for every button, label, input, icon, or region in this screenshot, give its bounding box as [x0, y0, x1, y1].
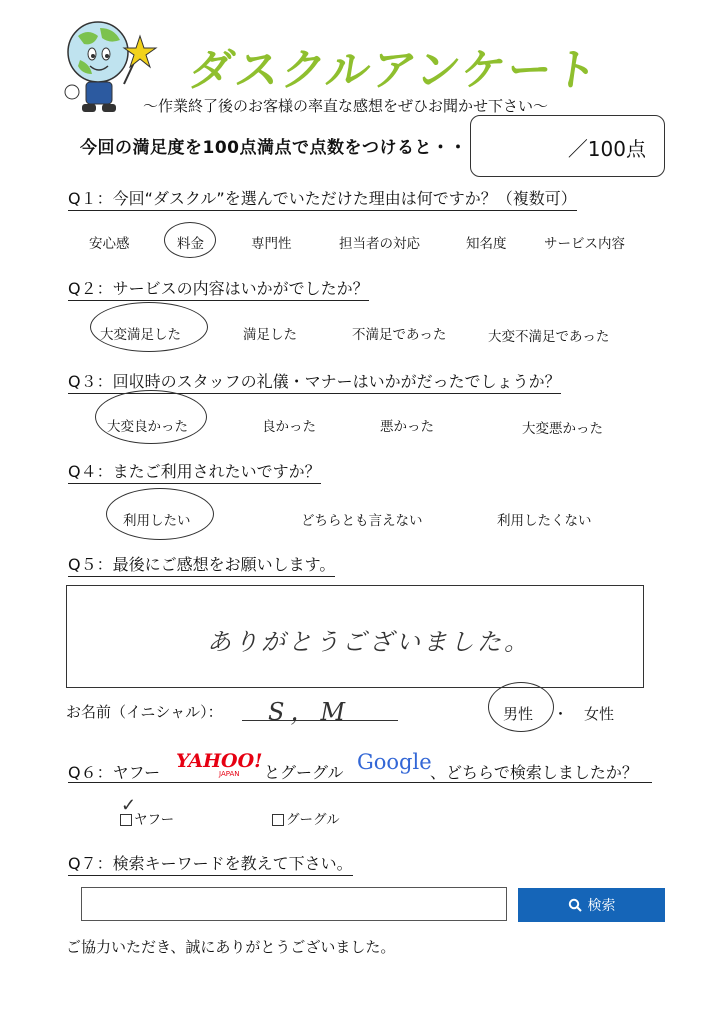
q1-option-1[interactable]: 安心感 [89, 236, 130, 252]
yahoo-logo-sub: JAPAN [219, 770, 240, 778]
score-field[interactable] [470, 115, 665, 177]
page-subtitle: 〜作業終了後のお客様の率直な感想をぜひお聞かせ下さい〜 [143, 97, 549, 115]
gender-male[interactable]: 男性 [503, 705, 534, 723]
gender-female[interactable]: 女性 [584, 705, 615, 723]
page-title: ダスクルアンケート [185, 45, 603, 96]
q6-prefix: Q６：ヤフー [68, 763, 161, 782]
q3-option-3[interactable]: 悪かった [380, 419, 434, 435]
q5-answer-box[interactable] [66, 585, 644, 688]
q1-option-5[interactable]: 知名度 [466, 236, 507, 252]
search-button[interactable] [518, 888, 665, 922]
q2-option-1[interactable]: 大変満足した [100, 327, 181, 343]
q6-suffix: 、どちらで検索しましたか？ [430, 763, 638, 782]
q4-option-1[interactable]: 利用したい [123, 513, 191, 529]
q4-option-3[interactable]: 利用したくない [497, 513, 592, 529]
q4-option-2[interactable]: どちらとも言えない [301, 513, 423, 529]
q6-option-yahoo[interactable]: ヤフー [120, 808, 174, 828]
q1-question: Q１：今回“ダスクル”を選んでいただけた理由は何ですか？（複数可） [68, 186, 577, 211]
search-icon [568, 898, 582, 912]
check-mark-icon: ✓ [121, 795, 137, 816]
q2-option-3[interactable]: 不満足であった [352, 327, 447, 343]
q4-question: Q４：またご利用されたいですか？ [68, 459, 321, 484]
q6-option-google[interactable]: グーグル [272, 808, 340, 828]
google-logo: Google [357, 750, 432, 774]
score-question: 今回の満足度を100点満点で点数をつけると・・ [80, 138, 467, 158]
q3-option-4[interactable]: 大変悪かった [522, 421, 603, 437]
q3-option-1[interactable]: 大変良かった [107, 419, 188, 435]
gender-separator: ・ [553, 705, 569, 723]
q5-question: Q５：最後にご感想をお願いします。 [68, 552, 335, 577]
q2-option-2[interactable]: 満足した [243, 327, 297, 343]
q1-option-6[interactable]: サービス内容 [544, 236, 625, 252]
name-value[interactable]: S，M [268, 698, 352, 726]
q1-option-2[interactable]: 料金 [177, 236, 204, 252]
q3-selection-circle [95, 390, 207, 444]
q3-question: Q３：回収時のスタッフの礼儀・マナーはいかがだったでしょうか？ [68, 369, 561, 394]
q4-selection-circle [106, 488, 214, 540]
name-label: お名前（イニシャル）： [66, 703, 223, 721]
search-button-label: 検索 [587, 898, 616, 914]
q7-question: Q７：検索キーワードを教えて下さい。 [68, 851, 353, 876]
footer-thanks: ご協力いただき、誠にありがとうございました。 [66, 938, 396, 956]
q2-question: Q２：サービスの内容はいかがでしたか？ [68, 276, 369, 301]
q2-option-4[interactable]: 大変不満足であった [488, 329, 610, 345]
score-suffix: ／100点 [567, 137, 646, 161]
q1-option-3[interactable]: 専門性 [251, 236, 292, 252]
checkbox-icon[interactable] [272, 814, 284, 826]
search-input[interactable] [81, 887, 507, 921]
q1-selection-circle [164, 222, 216, 258]
yahoo-logo: YAHOO! [176, 750, 263, 772]
q2-selection-circle [90, 302, 208, 352]
q5-answer-text: ありがとうございました。 [207, 628, 531, 656]
q3-option-2[interactable]: 良かった [262, 419, 316, 435]
gender-selection-circle [488, 682, 554, 732]
q1-option-4[interactable]: 担当者の対応 [339, 236, 420, 252]
q6-mid: とグーグル [264, 763, 344, 782]
